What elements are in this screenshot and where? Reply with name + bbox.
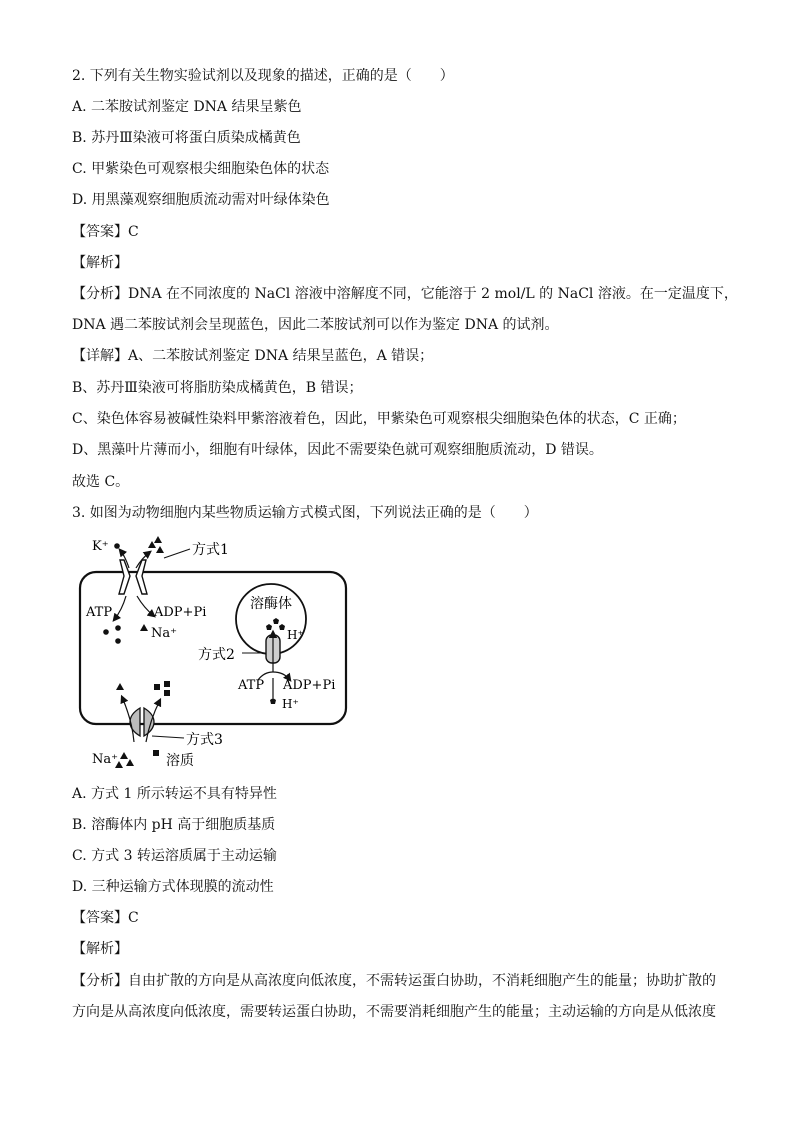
na-label-inner: Na⁺ — [151, 626, 177, 641]
q2-analysis-label: 【解析】 — [72, 255, 128, 271]
q2-stem: 2. 下列有关生物实验试剂以及现象的描述，正确的是（ ） — [72, 68, 454, 84]
solute-label: 溶质 — [166, 753, 194, 769]
mode3-label: 方式3 — [186, 732, 223, 748]
q2-detail-line-3: C、染色体容易被碱性染料甲紫溶液着色，因此，甲紫染色可观察根尖细胞染色体的状态，C 正确； — [72, 411, 686, 427]
mode1-label: 方式1 — [192, 542, 229, 558]
na-ion-extracellular — [120, 752, 128, 759]
mode1-pointer — [164, 549, 190, 558]
q2-option-d: D. 用黑藻观察细胞质流动需对叶绿体染色 — [72, 192, 330, 208]
pump-protein-mode1 — [119, 560, 147, 594]
q2-option-b: B. 苏丹Ⅲ染液可将蛋白质染成橘黄色 — [72, 130, 301, 146]
k-ion-inside — [103, 629, 109, 635]
q3-option-a: A. 方式 1 所示转运不具有特异性 — [72, 786, 277, 802]
solute-cell — [154, 684, 160, 690]
h-ion-pentagon — [273, 618, 279, 624]
q2-detail-line-4: D、黑藻叶片薄而小，细胞有叶绿体，因此不需要染色就可观察细胞质流动，D 错误。 — [72, 442, 603, 458]
mode3-pointer — [152, 736, 184, 738]
h-label-inner: H⁺ — [287, 628, 304, 642]
k-ion-label: K⁺ — [92, 539, 109, 554]
transport-diagram — [72, 532, 362, 770]
atp-label-left: ATP — [86, 605, 113, 620]
h-ion-cytoplasm — [270, 698, 276, 704]
q3-option-d: D. 三种运输方式体现膜的流动性 — [72, 879, 274, 895]
na-label-outer: Na⁺ — [92, 752, 118, 767]
q2-option-c: C. 甲紫染色可观察根尖细胞染色体的状态 — [72, 161, 330, 177]
q3-option-c: C. 方式 3 转运溶质属于主动运输 — [72, 848, 277, 864]
q2-option-a: A. 二苯胺试剂鉴定 DNA 结果呈紫色 — [72, 99, 302, 115]
q3-stem: 3. 如图为动物细胞内某些物质运输方式模式图，下列说法正确的是（ ） — [72, 505, 538, 521]
q3-option-b: B. 溶酶体内 pH 高于细胞质基质 — [72, 817, 276, 833]
adp-label-left: ADP+Pi — [154, 605, 207, 620]
q2-detail-line-2: B、苏丹Ⅲ染液可将脂肪染成橘黄色，B 错误； — [72, 380, 363, 396]
solute-extracellular — [153, 750, 159, 756]
na-ion-cell — [116, 683, 124, 690]
adp-label-mid: ADP+Pi — [283, 678, 336, 693]
q3-answer: 【答案】C — [72, 910, 139, 926]
h-label-outer: H⁺ — [282, 697, 299, 711]
atp-label-mid: ATP — [238, 678, 265, 693]
q3-analysis-line-2: 方向是从高浓度向低浓度，需要转运蛋白协助，不需要消耗细胞产生的能量；主动运输的方向是从低浓度 — [72, 1004, 716, 1020]
q2-answer: 【答案】C — [72, 224, 139, 240]
k-ion-outside — [114, 543, 120, 549]
q2-analysis-line-1: 【分析】DNA 在不同浓度的 NaCl 溶液中溶解度不同，它能溶于 2 mol/L 的 NaCl 溶液。在一定温度下， — [72, 286, 738, 302]
lysosome-label: 溶酶体 — [250, 596, 292, 612]
mode2-label: 方式2 — [198, 647, 235, 663]
q2-conclusion: 故选 C。 — [72, 474, 130, 490]
q2-analysis-line-2: DNA 遇二苯胺试剂会呈现蓝色，因此二苯胺试剂可以作为鉴定 DNA 的试剂。 — [72, 317, 559, 333]
q3-analysis-line-1: 【分析】自由扩散的方向是从高浓度向低浓度，不需转运蛋白协助，不消耗细胞产生的能量；协助扩散的 — [72, 973, 716, 989]
na-ion-inside — [140, 624, 148, 631]
q3-analysis-label: 【解析】 — [72, 941, 128, 957]
q2-detail-line-1: 【详解】A、二苯胺试剂鉴定 DNA 结果呈蓝色，A 错误； — [72, 348, 434, 364]
